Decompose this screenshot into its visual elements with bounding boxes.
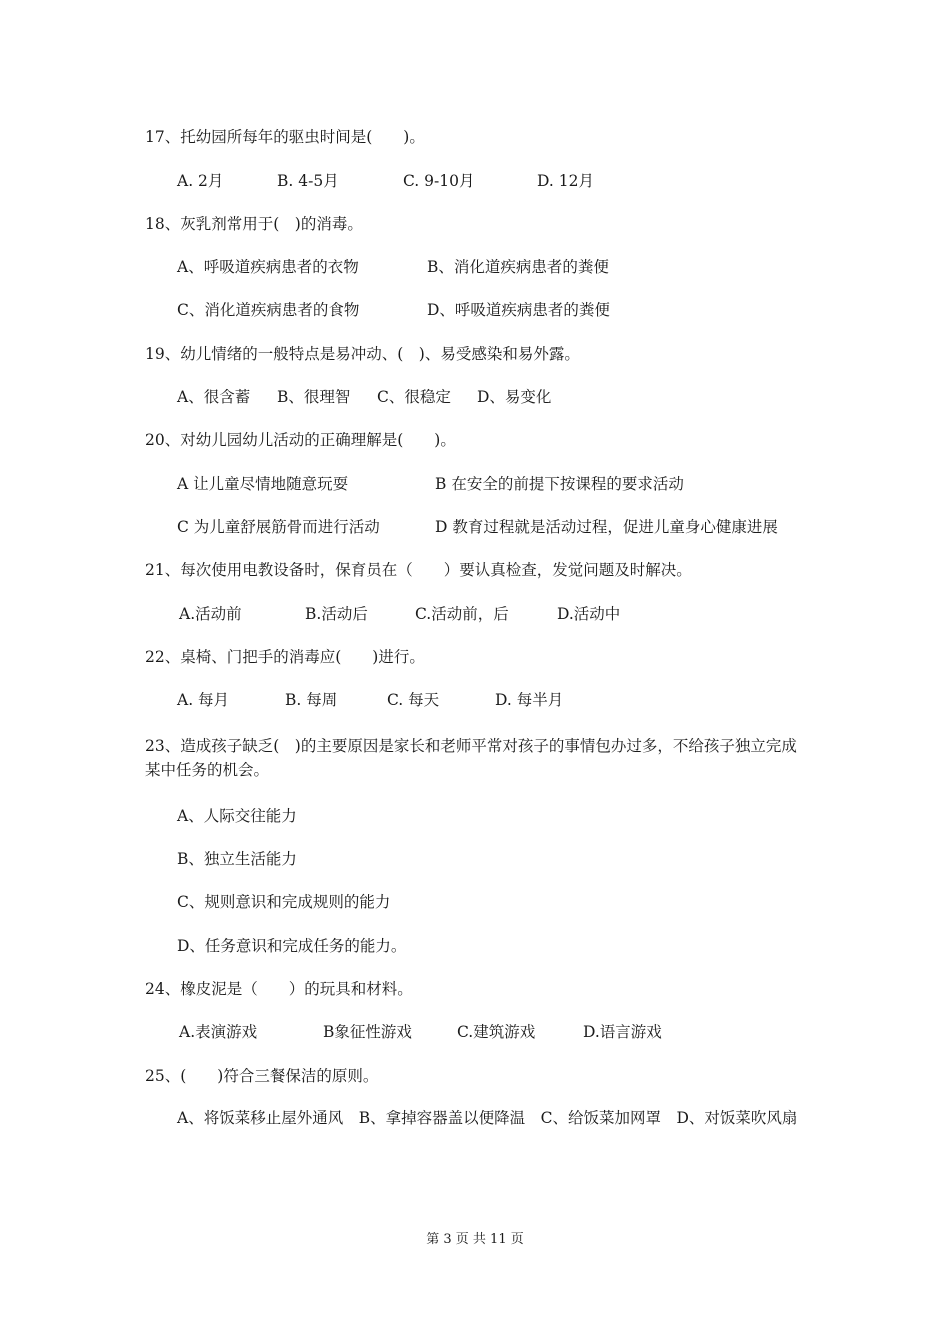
option-c: C、消化道疾病患者的食物 [177,301,360,319]
option-d: D、易变化 [477,388,552,406]
question-19: 19、幼儿情绪的一般特点是易冲动、( )、易受感染和易外露。 [145,345,580,363]
page-number-footer: 第 3 页 共 11 页 [426,1232,524,1247]
option-a: A.活动前 [179,605,242,623]
option-d: D. 12月 [537,172,594,190]
option-b: B、很理智 [277,388,351,406]
option-c: C 为儿童舒展筋骨而进行活动 [177,518,380,536]
option-b: B象征性游戏 [323,1023,412,1041]
option-b: B、消化道疾病患者的粪便 [427,258,609,276]
option-c: C.活动前，后 [415,605,509,623]
option-b: B、独立生活能力 [177,850,297,868]
option-a: A. 2月 [177,172,224,190]
option-a: A. 每月 [177,691,230,709]
question-23: 23、造成孩子缺乏( )的主要原因是家长和老师平常对孩子的事情包办过多，不给孩子独立完成某中任务的机会。 [145,737,797,779]
question-18: 18、灰乳剂常用于( )的消毒。 [145,215,363,233]
question-24: 24、橡皮泥是（ ）的玩具和材料。 [145,980,413,998]
option-d: D.语言游戏 [583,1023,662,1041]
option-d: D 教育过程就是活动过程，促进儿童身心健康进展 [435,518,778,536]
option-d: D、任务意识和完成任务的能力。 [177,937,407,955]
option-b: B.活动后 [305,605,368,623]
question-17: 17、托幼园所每年的驱虫时间是( )。 [145,128,425,146]
option-c: C、很稳定 [377,388,451,406]
option-b: B 在安全的前提下按课程的要求活动 [435,475,684,493]
question-25-options: A、将饭菜移止屋外通风 B、拿掉容器盖以便降温 C、给饭菜加网罩 D、对饭菜吹风扇 [177,1109,798,1127]
question-25: 25、( )符合三餐保洁的原则。 [145,1067,379,1085]
option-a: A、人际交往能力 [177,807,297,825]
option-d: D. 每半月 [495,691,564,709]
option-a: A、呼吸道疾病患者的衣物 [177,258,359,276]
question-21: 21、每次使用电教设备时，保育员在（ ）要认真检查，发觉问题及时解决。 [145,561,692,579]
option-a: A.表演游戏 [179,1023,258,1041]
option-b: B. 4-5月 [277,172,339,190]
option-d: D、呼吸道疾病患者的粪便 [427,301,610,319]
option-c: C. 每天 [387,691,440,709]
option-a: A 让儿童尽情地随意玩耍 [177,475,349,493]
question-20: 20、对幼儿园幼儿活动的正确理解是( )。 [145,431,456,449]
option-b: B. 每周 [285,691,338,709]
question-22: 22、桌椅、门把手的消毒应( )进行。 [145,648,425,666]
option-c: C. 9-10月 [403,172,475,190]
option-a: A、很含蓄 [177,388,251,406]
option-c: C、规则意识和完成规则的能力 [177,893,391,911]
option-d: D.活动中 [557,605,621,623]
option-c: C.建筑游戏 [457,1023,536,1041]
